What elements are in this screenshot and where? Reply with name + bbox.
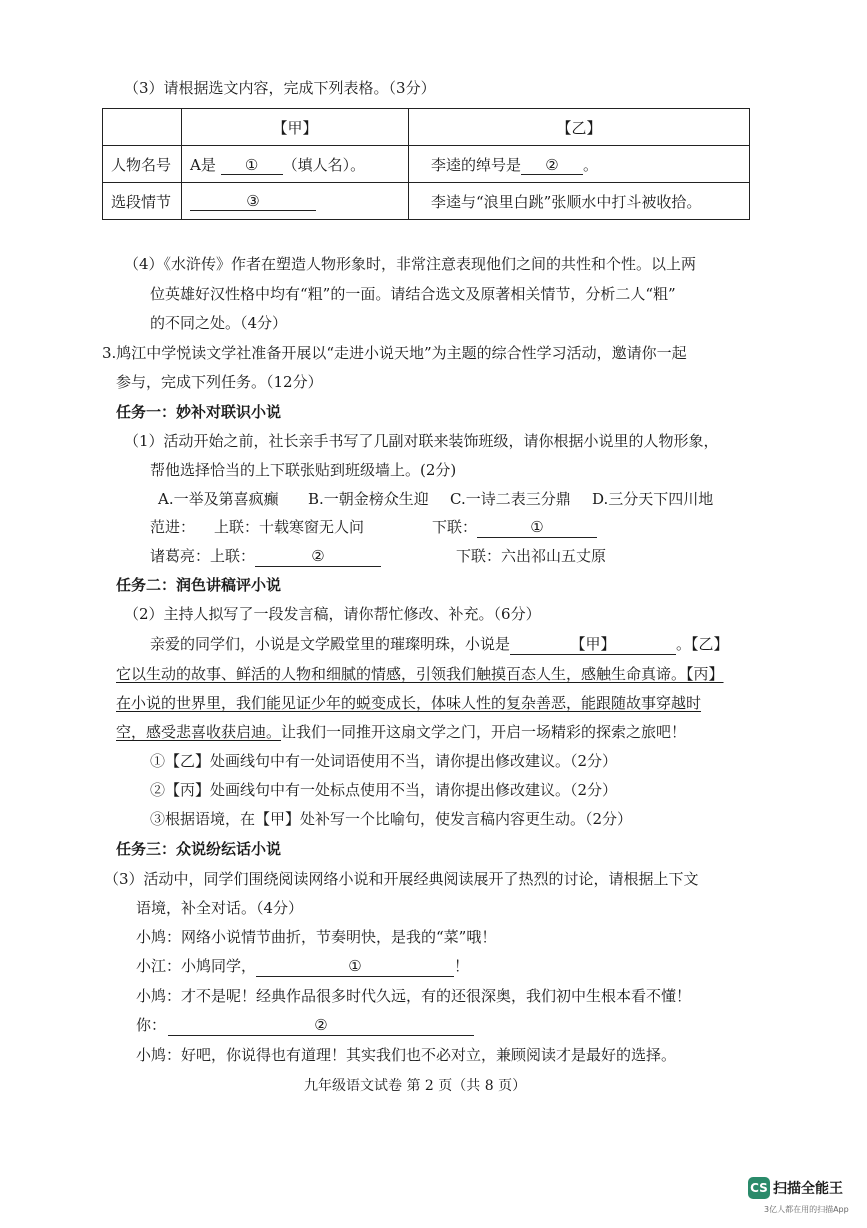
speech-line-4 bbox=[116, 722, 686, 742]
dialogue-text: 你： bbox=[136, 1016, 167, 1034]
fill-blank-1[interactable]: ① bbox=[221, 156, 283, 175]
fill-blank-2[interactable]: ② bbox=[521, 156, 583, 175]
dialogue-line-1: 小鸠：网络小说情节曲折，节奏明快，是我的“菜”哦！ bbox=[136, 928, 497, 946]
page-footer: 九年级语文试卷 第 2 页（共 8 页） bbox=[304, 1078, 527, 1094]
dialogue-line-4 bbox=[136, 1015, 474, 1036]
task-2-subquestion-2: ②【丙】处画线句中有一处标点使用不当，请你提出修改建议。（2分） bbox=[150, 781, 618, 799]
table-row-label: 人物名号 bbox=[103, 146, 182, 183]
speech-text: 让我们一同推开这扇文学之门，开启一场精彩的探索之旅吧！ bbox=[281, 723, 687, 741]
question-4-line: 位英雄好汉性格中均有“粗”的一面。请结合选文及原著相关情节，分析二人“粗” bbox=[150, 285, 676, 303]
option-a: A.一举及第喜疯癫 bbox=[158, 490, 279, 508]
task-2-subquestion-1: ①【乙】处画线句中有一处词语使用不当，请你提出修改建议。（2分） bbox=[150, 752, 618, 770]
question-4-line: 的不同之处。（4分） bbox=[150, 314, 288, 332]
table-row bbox=[103, 109, 750, 146]
answer-table bbox=[102, 108, 750, 220]
task-1-question-line: 帮他选择恰当的上下联张贴到班级墙上。(2分) bbox=[150, 461, 457, 479]
task-3-question-line: 语境，补全对话。（4分） bbox=[136, 899, 304, 917]
cell-text: A是 bbox=[190, 155, 216, 174]
speech-text-underlined: 空，感受悲喜收获启迪。 bbox=[116, 723, 282, 741]
table-row bbox=[103, 146, 750, 183]
cell-text: 李逵的绰号是 bbox=[431, 155, 522, 174]
task-2-subquestion-3: ③根据语境，在【甲】处补写一个比喻句，使发言稿内容更生动。（2分） bbox=[150, 810, 633, 828]
speech-text: 亲爱的同学们，小说是文学殿堂里的璀璨明珠，小说是 bbox=[150, 635, 511, 653]
task-3-title: 任务三：众说纷纭话小说 bbox=[116, 840, 282, 858]
couplet-blank-2[interactable]: ② bbox=[255, 546, 381, 567]
cell-text: 。 bbox=[583, 155, 599, 174]
dialogue-line-5: 小鸠：好吧，你说得也有道理！其实我们也不必对立，兼顾阅读才是最好的选择。 bbox=[136, 1046, 677, 1064]
option-d: D.三分天下四川地 bbox=[592, 490, 714, 508]
scanner-app-tagline: 3亿人都在用的扫描App bbox=[764, 1205, 849, 1214]
speech-text: 。【乙】 bbox=[676, 635, 729, 653]
couplet-lower-label: 下联： bbox=[432, 518, 478, 536]
option-b: B.一朝金榜众生迎 bbox=[308, 490, 429, 508]
couplet-lower-fanjin bbox=[432, 517, 597, 538]
cell-text: （填人名）。 bbox=[282, 155, 366, 174]
dialogue-text: ！ bbox=[454, 957, 470, 975]
dialogue-text: 小江：小鸠同学， bbox=[136, 957, 257, 975]
couplet-upper-fanjin: 上联：十载寒窗无人问 bbox=[214, 518, 365, 536]
table-header-yi: 【乙】 bbox=[409, 109, 750, 146]
couplet-lower-zhuge: 下联：六出祁山五丈原 bbox=[456, 547, 607, 565]
dialogue-blank-2[interactable]: ② bbox=[168, 1015, 474, 1036]
dialogue-line-3: 小鸠：才不是呢！经典作品很多时代久远，有的还很深奥，我们初中生根本看不懂！ bbox=[136, 987, 692, 1005]
fill-blank-3[interactable]: ③ bbox=[190, 192, 316, 211]
speech-line-2-underlined: 它以生动的故事、鲜活的人物和细腻的情感，引领我们触摸百态人生，感触生命真谛。【丙】 bbox=[116, 665, 724, 683]
main-question-line: 参与，完成下列任务。（12分） bbox=[116, 373, 323, 391]
table-cell-jia-plot bbox=[182, 183, 409, 220]
couplet-name-fanjin: 范进： bbox=[150, 518, 196, 536]
scanner-app-logo bbox=[748, 1177, 843, 1199]
couplet-blank-1[interactable]: ① bbox=[477, 517, 597, 538]
table-row bbox=[103, 183, 750, 220]
scanner-app-name: 扫描全能王 bbox=[773, 1181, 843, 1197]
task-3-question-line: （3）活动中，同学们围绕阅读网络小说和开展经典阅读展开了热烈的讨论，请根据上下文 bbox=[104, 870, 699, 888]
question-3-prompt: （3）请根据选文内容，完成下列表格。（3分） bbox=[124, 79, 436, 97]
table-cell-yi-name bbox=[409, 146, 750, 183]
task-2-title: 任务二：润色讲稿评小说 bbox=[116, 576, 282, 594]
task-1-title: 任务一：妙补对联识小说 bbox=[116, 403, 282, 421]
dialogue-line-2 bbox=[136, 956, 469, 977]
speech-line-1 bbox=[150, 634, 729, 655]
couplet-upper-label: 上联： bbox=[210, 547, 256, 565]
couplet-name-zhuge: 诸葛亮： bbox=[150, 547, 211, 565]
table-cell-yi-plot: 李逵与“浪里白跳”张顺水中打斗被收拾。 bbox=[409, 183, 750, 220]
table-corner-cell bbox=[103, 109, 182, 146]
couplet-upper-zhuge bbox=[150, 546, 381, 567]
task-1-question-line: （1）活动开始之前，社长亲手书写了几副对联来装饰班级，请你根据小说里的人物形象， bbox=[124, 432, 719, 450]
speech-line-3-underlined: 在小说的世界里，我们能见证少年的蜕变成长，体味人性的复杂善恶，能跟随故事穿越时 bbox=[116, 694, 702, 712]
table-header-jia: 【甲】 bbox=[182, 109, 409, 146]
main-question-line: 3.鸠江中学悦读文学社准备开展以“走进小说天地”为主题的综合性学习活动，邀请你一起 bbox=[102, 344, 687, 362]
speech-blank-jia[interactable]: 【甲】 bbox=[510, 634, 676, 655]
option-c: C.一诗二表三分鼎 bbox=[450, 490, 571, 508]
task-2-question: （2）主持人拟写了一段发言稿，请你帮忙修改、补充。（6分） bbox=[124, 605, 541, 623]
table-row-label: 选段情节 bbox=[103, 183, 182, 220]
question-4-line: （4）《水浒传》作者在塑造人物形象时，非常注意表现他们之间的共性和个性。以上两 bbox=[124, 255, 697, 273]
cs-logo-icon: CS bbox=[748, 1177, 770, 1199]
dialogue-blank-1[interactable]: ① bbox=[256, 956, 454, 977]
table-cell-jia-name bbox=[182, 146, 409, 183]
